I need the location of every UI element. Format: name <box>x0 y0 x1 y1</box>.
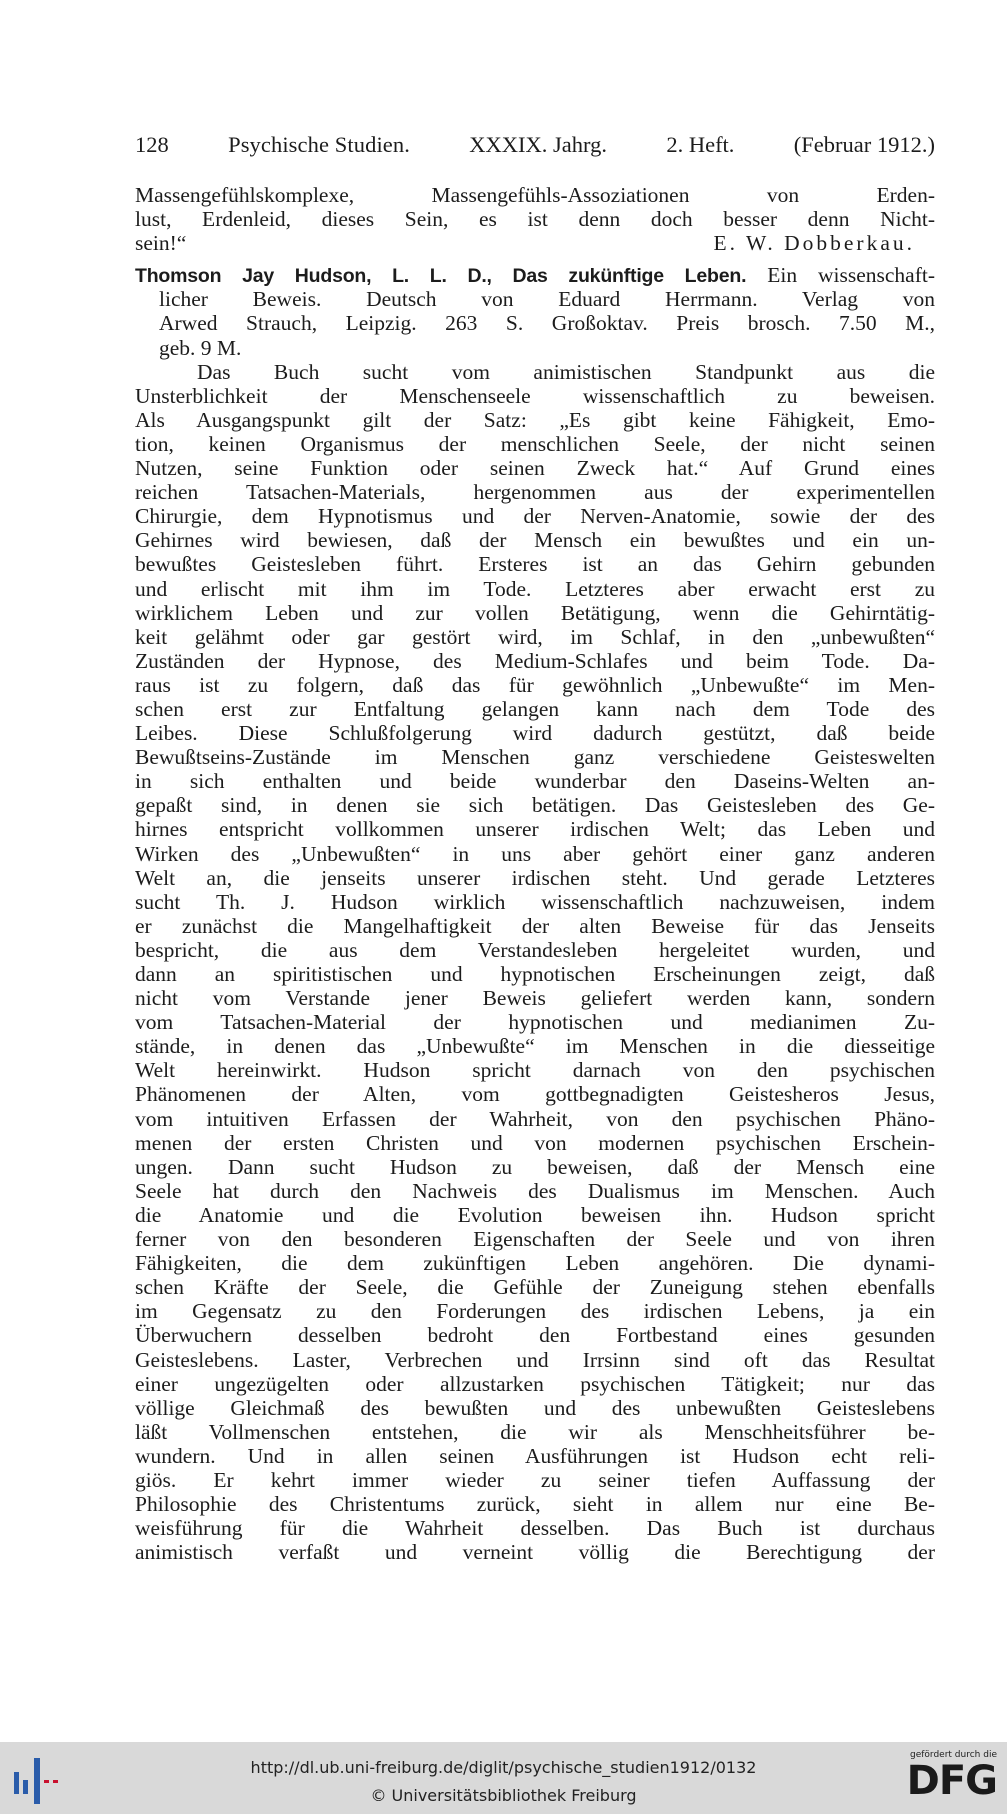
text-line: nicht vom Verstande jener Beweis geliefert werden kann, sondern <box>135 986 935 1011</box>
text-line: Als Ausgangspunkt gilt der Satz: „Es gibt keine Fähigkeit, Emo- <box>135 407 935 432</box>
text-line: gepaßt sind, in denen sie sich betätigen. Das Geistesleben des Ge- <box>135 793 935 818</box>
volume-label: XXXIX. Jahrg. <box>469 132 607 157</box>
footer-bar <box>0 1742 1007 1814</box>
text-line: ungen. Dann sucht Hudson zu beweisen, daß der Mensch eine <box>135 1154 935 1179</box>
text-line: Welt an, die jenseits unserer irdischen steht. Und gerade Letzteres <box>135 865 935 890</box>
dfg-caption: gefördert durch die <box>910 1750 997 1760</box>
text-line: wirklichem Leben und zur vollen Betätigung, wenn die Gehirntätig- <box>135 600 935 625</box>
running-header <box>135 132 935 158</box>
reviewer-signature: E. W. Dobberkau. <box>713 231 915 256</box>
text-line: reichen Tatsachen-Materials, hergenommen aus der experimentellen <box>135 480 935 505</box>
text-line: völlige Gleichmaß des bewußten und des unbewußten Geisteslebens <box>135 1395 935 1420</box>
text-line: Welt hereinwirkt. Hudson spricht darnach von den psychischen <box>135 1058 935 1083</box>
text-line: schen Kräfte der Seele, die Gefühle der Zuneigung stehen ebenfalls <box>135 1275 935 1300</box>
text-line: Bewußtseins-Zustände im Menschen ganz verschiedene Geisteswelten <box>135 745 935 770</box>
text-line: dann an spiritistischen und hypnotischen Erscheinungen zeigt, daß <box>135 962 935 986</box>
text-line: Chirurgie, dem Hypnotismus und der Nerven-Anatomie, sowie der des <box>135 504 935 529</box>
text-line: Gehirnes wird bewiesen, daß der Mensch ein bewußtes und ein un- <box>135 528 935 553</box>
bib-line: geb. 9 M. <box>159 335 242 360</box>
text-line: in sich enthalten und beide wunderbar den Daseins-Welten an- <box>135 769 935 794</box>
page-number: 128 <box>135 132 169 157</box>
text-line: Philosophie des Christentums zurück, sieht in allem nur eine Be- <box>135 1492 935 1517</box>
review-heading <box>135 263 935 287</box>
text-line: schen erst zur Entfaltung gelangen kann nach dem Tode des <box>135 696 935 721</box>
text-line: vom intuitiven Erfassen der Wahrheit, von den psychischen Phäno- <box>135 1106 935 1131</box>
text-line: die Anatomie und die Evolution beweisen ihn. Hudson spricht <box>135 1202 935 1227</box>
text-line: Nutzen, seine Funktion oder seinen Zweck hat.“ Auf Grund eines <box>135 456 935 481</box>
text-line: raus ist zu folgern, daß das für gewöhnlich „Unbewußte“ im Men- <box>135 672 935 697</box>
text-line: bewußtes Geistesleben führt. Ersteres ist an das Gehirn gebunden <box>135 552 935 577</box>
text-line: vom Tatsachen-Material der hypnotischen und medianimen Zu- <box>135 1010 935 1035</box>
text-line: keit gelähmt oder gar gestört wird, im Schlaf, in den „unbewußten“ <box>135 624 935 649</box>
text-line: lust, Erdenleid, dieses Sein, es ist denn doch besser denn Nicht- <box>135 207 935 232</box>
text-line: ferner von den besonderen Eigenschaften der Seele und von ihren <box>135 1227 935 1252</box>
closing-text: sein!“ <box>135 231 187 256</box>
text-line: er zunächst die Mangelhaftigkeit der alten Beweise für das Jenseits <box>135 913 935 938</box>
review-book-title: Thomson Jay Hudson, L. L. D., Das zukünftige Leben. <box>135 265 747 288</box>
review-text <box>135 360 935 1565</box>
text-line: menen der ersten Christen und von modernen psychischen Erschein- <box>135 1130 935 1155</box>
text-line: giös. Er kehrt immer wieder zu seiner tiefen Auffassung der <box>135 1467 935 1492</box>
review-subtitle: Ein wissenschaft- <box>746 263 935 288</box>
text-line: sucht Th. J. Hudson wirklich wissenschaftlich nachzuweisen, indem <box>135 889 935 914</box>
text-line: weisführung für die Wahrheit desselben. Das Buch ist durchaus <box>135 1516 935 1541</box>
text-line: stände, in denen das „Unbewußte“ im Menschen in die diesseitige <box>135 1034 935 1059</box>
dfg-logo-text: DFG <box>906 1758 997 1804</box>
text-line: Überwuchern desselben bedroht den Fortbestand eines gesunden <box>135 1323 935 1348</box>
text-line: bespricht, die aus dem Verstandesleben hergeleitet wurden, und <box>135 937 935 962</box>
text-line: animistisch verfaßt und verneint völlig die Berechtigung der <box>135 1540 935 1565</box>
journal-title: Psychische Studien. <box>228 132 410 157</box>
text-line: tion, keinen Organismus der menschlichen Seele, der nicht seinen <box>135 431 935 456</box>
text-line: hirnes entspricht vollkommen unserer irdischen Welt; das Leben und <box>135 817 935 842</box>
text-line: Zuständen der Hypnose, des Medium-Schlafes und beim Tode. Da- <box>135 648 935 673</box>
text-line: einer ungezügelten oder allzustarken psychischen Tätigkeit; nur das <box>135 1371 935 1396</box>
issue-label: 2. Heft. <box>666 132 735 157</box>
text-line: Leibes. Diese Schlußfolgerung wird dadurch gestützt, daß beide <box>135 721 935 746</box>
dfg-logo <box>887 1750 997 1810</box>
text-line: Fähigkeiten, die dem zukünftigen Leben angehören. Die dynami- <box>135 1251 935 1276</box>
text-line: Unsterblichkeit der Menschenseele wissenschaftlich zu beweisen. <box>135 383 935 408</box>
copyright-notice: © Universitätsbibliothek Freiburg <box>370 1786 637 1805</box>
text-line: läßt Vollmenschen entstehen, die wir als Menschheitsführer be- <box>135 1419 935 1444</box>
text-line: Geisteslebens. Laster, Verbrechen und Irrsinn sind oft das Resultat <box>135 1347 935 1372</box>
text-line: Seele hat durch den Nachweis des Dualismus im Menschen. Auch <box>135 1178 935 1203</box>
closing-line <box>135 231 935 255</box>
bib-line: licher Beweis. Deutsch von Eduard Herrmann. Verlag von <box>159 287 935 312</box>
issue-date: (Februar 1912.) <box>793 132 935 157</box>
page-body <box>135 183 935 1564</box>
text-line: und erlischt mit ihm im Tode. Letzteres aber erwacht erst zu <box>135 576 935 601</box>
text-line: im Gegensatz zu den Forderungen des irdischen Lebens, ja ein <box>135 1299 935 1324</box>
text-line: Phänomenen der Alten, vom gottbegnadigten Geistesheros Jesus, <box>135 1082 935 1107</box>
source-url[interactable]: http://dl.ub.uni-freiburg.de/diglit/psychische_studien1912/0132 <box>250 1758 757 1777</box>
text-line: wundern. Und in allen seinen Ausführungen ist Hudson echt reli- <box>135 1443 935 1468</box>
text-line: Massengefühlskomplexe, Massengefühls-Assoziationen von Erden- <box>135 183 935 207</box>
text-line: Das Buch sucht vom animistischen Standpunkt aus die <box>197 359 935 384</box>
text-line: Wirken des „Unbewußten“ in uns aber gehört einer ganz anderen <box>135 841 935 866</box>
bib-line: Arwed Strauch, Leipzig. 263 S. Großoktav. Preis brosch. 7.50 M., <box>159 311 935 336</box>
